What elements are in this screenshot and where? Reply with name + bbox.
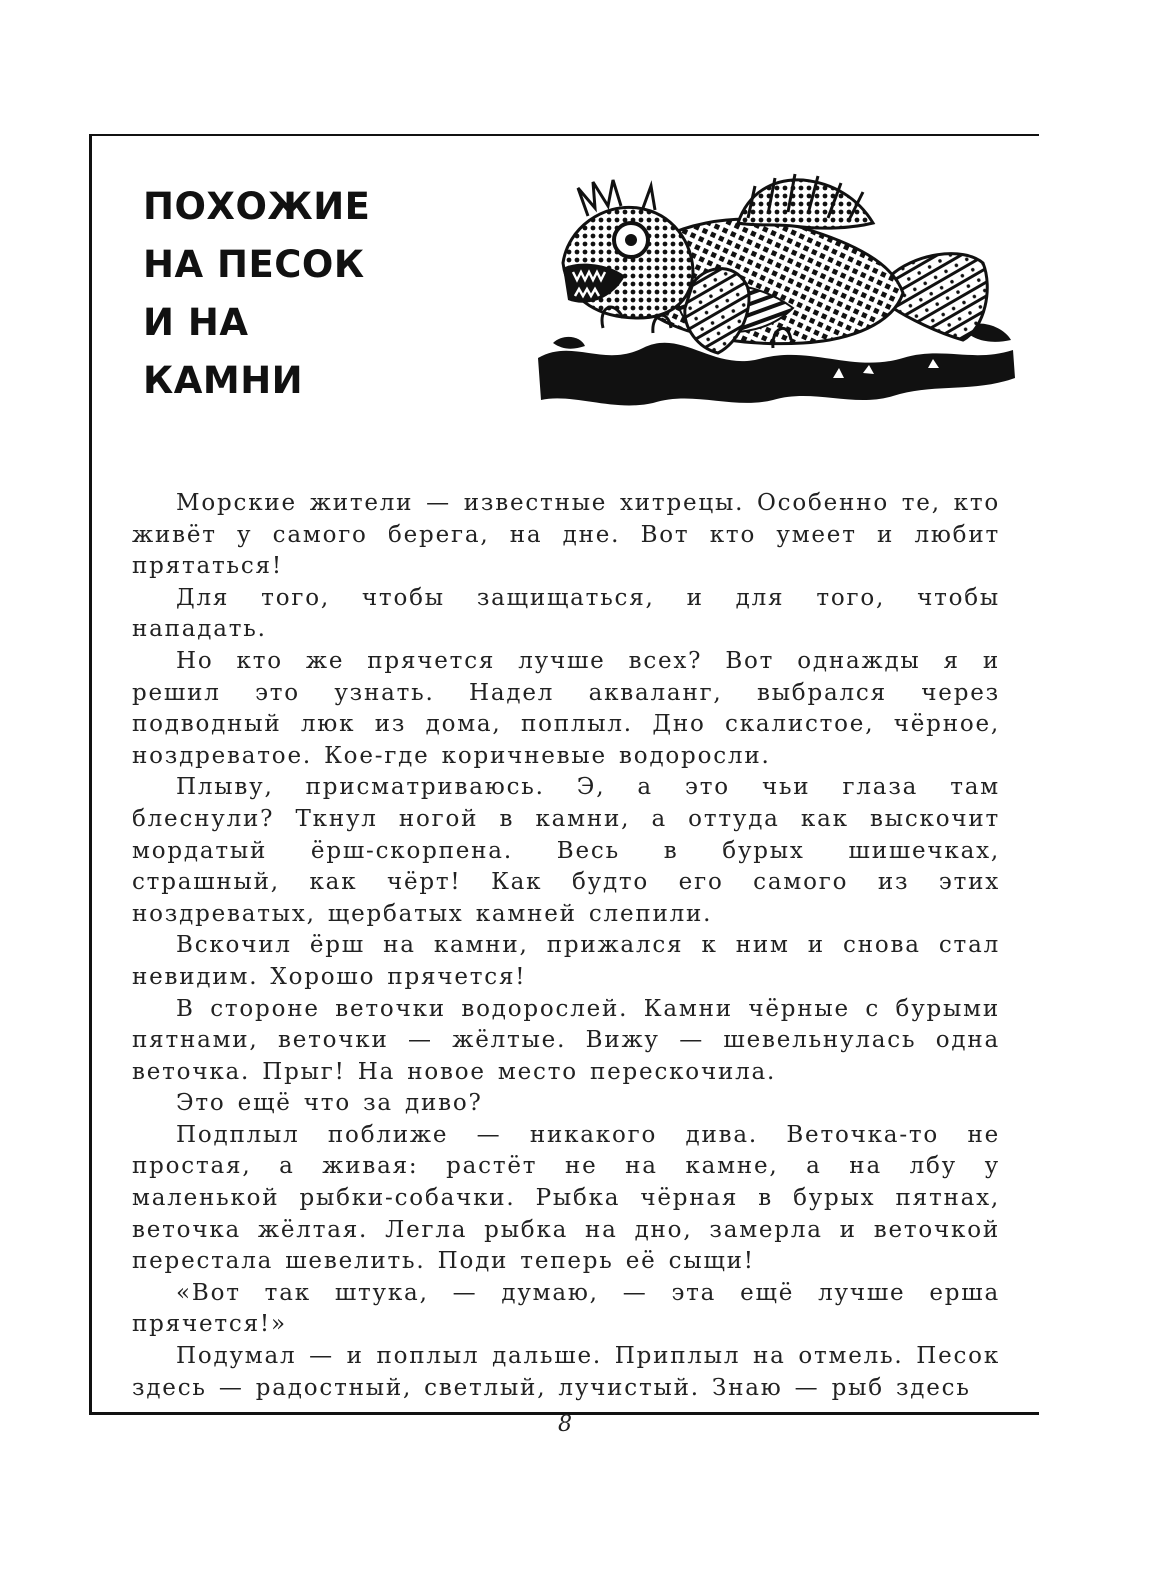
- title-line: КАМНИ: [143, 359, 304, 402]
- paragraph: «Вот так штука, — думаю, — эта ещё лучше ерша прячется!»: [132, 1279, 1000, 1338]
- title-line: ПОХОЖИЕ: [143, 185, 371, 228]
- scorpionfish-illustration: [533, 168, 1018, 413]
- chapter-title: [143, 178, 370, 410]
- page-number: 8: [558, 1412, 572, 1437]
- paragraph: Подумал — и поплыл дальше. Приплыл на отмель. Песок здесь — радостный, светлый, лучистый. Знаю — рыб здесь: [132, 1343, 1000, 1401]
- paragraph: Морские жители — известные хитрецы. Особенно те, кто живёт у самого берега, на дне. Вот кто умеет и любит прятаться!: [132, 490, 1000, 580]
- paragraph: Плыву, присматриваюсь. Э, а это чьи глаза там блеснули? Ткнул ногой в камни, а оттуда как выскочит мордатый ёрш-скорпена. Весь в бурых шишечках, страшный, как чёрт! Как будто его самого из этих ноздреватых, щербатых камней слепили.: [132, 774, 1000, 927]
- paragraph: Это ещё что за диво?: [176, 1090, 483, 1117]
- article-body: [132, 488, 1000, 1404]
- paragraph: Подплыл поближе — никакого дива. Веточка-то не простая, а живая: растёт не на камне, а на лбу у маленькой рыбки-собачки. Рыбка чёрная в бурых пятнах, веточка жёлтая. Легла рыбка на дно, замерла и веточкой перестала шевелить. Поди теперь её сыщи!: [132, 1121, 1000, 1275]
- title-line: НА ПЕСОК: [143, 243, 365, 286]
- paragraph: Для того, чтобы защищаться, и для того, чтобы нападать.: [132, 584, 1000, 643]
- title-line: И НА: [143, 301, 249, 344]
- paragraph: Но кто же прячется лучше всех? Вот однажды я и решил это узнать. Надел акваланг, выбрался через подводный люк из дома, поплыл. Дно скалистое, чёрное, ноздреватое. Кое-где коричневые водоросли.: [132, 647, 1000, 769]
- paragraph: В стороне веточки водорослей. Камни чёрные с бурыми пятнами, веточки — жёлтые. Вижу — шевельнулась одна веточка. Прыг! На новое место перескочила.: [132, 995, 1000, 1085]
- paragraph: Вскочил ёрш на камни, прижался к ним и снова стал невидим. Хорошо прячется!: [132, 932, 1000, 990]
